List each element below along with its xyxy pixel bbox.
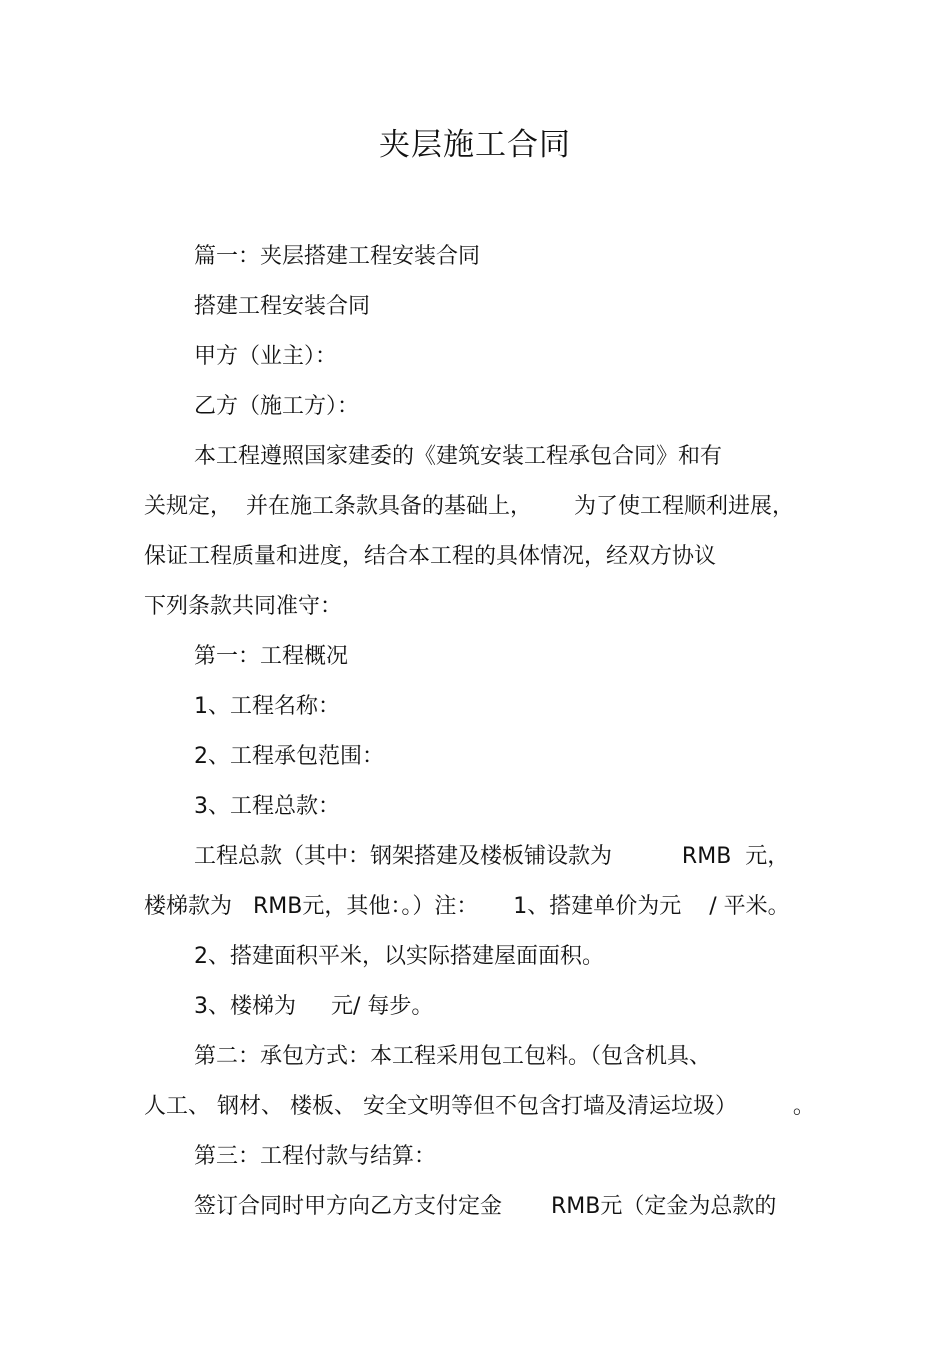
clause-three-heading: 第三：工程付款与结算： bbox=[194, 1144, 437, 1169]
area-note: 2、搭建面积平米，以实际搭建屋面面积。 bbox=[194, 944, 604, 969]
preamble-line-1: 本工程遵照国家建委的《建筑安装工程承包合同》和有 bbox=[194, 444, 723, 469]
party-a-label: 甲方（业主）： bbox=[194, 344, 338, 369]
stair-price-note: 3、楼梯为 元/ 每步。 bbox=[194, 994, 434, 1019]
preamble-line-4: 下列条款共同准守： bbox=[144, 594, 343, 619]
deposit-line: 签订合同时甲方向乙方支付定金 RMB元（定金为总款的 bbox=[194, 1194, 777, 1219]
project-total-item: 3、工程总款： bbox=[194, 794, 340, 819]
project-name-item: 1、工程名称： bbox=[194, 694, 340, 719]
clause-two-line-2: 人工、 钢材、 楼板、 安全文明等但不包含打墙及清运垃圾） 。 bbox=[144, 1094, 815, 1119]
total-detail-line-1: 工程总款（其中：钢架搭建及楼板铺设款为 RMB 元， bbox=[194, 844, 790, 869]
contract-subtitle: 搭建工程安装合同 bbox=[194, 294, 371, 319]
clause-two-line-1: 第二：承包方式：本工程采用包工包料。（包含机具、 bbox=[194, 1044, 712, 1069]
preamble-line-2: 关规定， 并在施工条款具备的基础上， 为了使工程顺利进展， bbox=[144, 494, 794, 519]
project-scope-item: 2、工程承包范围： bbox=[194, 744, 384, 769]
clause-one-heading: 第一：工程概况 bbox=[194, 644, 349, 669]
section-heading-part-one: 篇一：夹层搭建工程安装合同 bbox=[194, 244, 481, 269]
document-title: 夹层施工合同 bbox=[379, 127, 571, 163]
party-b-label: 乙方（施工方）： bbox=[194, 394, 360, 419]
total-detail-line-2: 楼梯款为 RMB元，其他：。）注： 1、搭建单价为元 / 平米。 bbox=[144, 894, 790, 919]
preamble-line-3: 保证工程质量和进度，结合本工程的具体情况，经双方协议 bbox=[144, 544, 717, 569]
